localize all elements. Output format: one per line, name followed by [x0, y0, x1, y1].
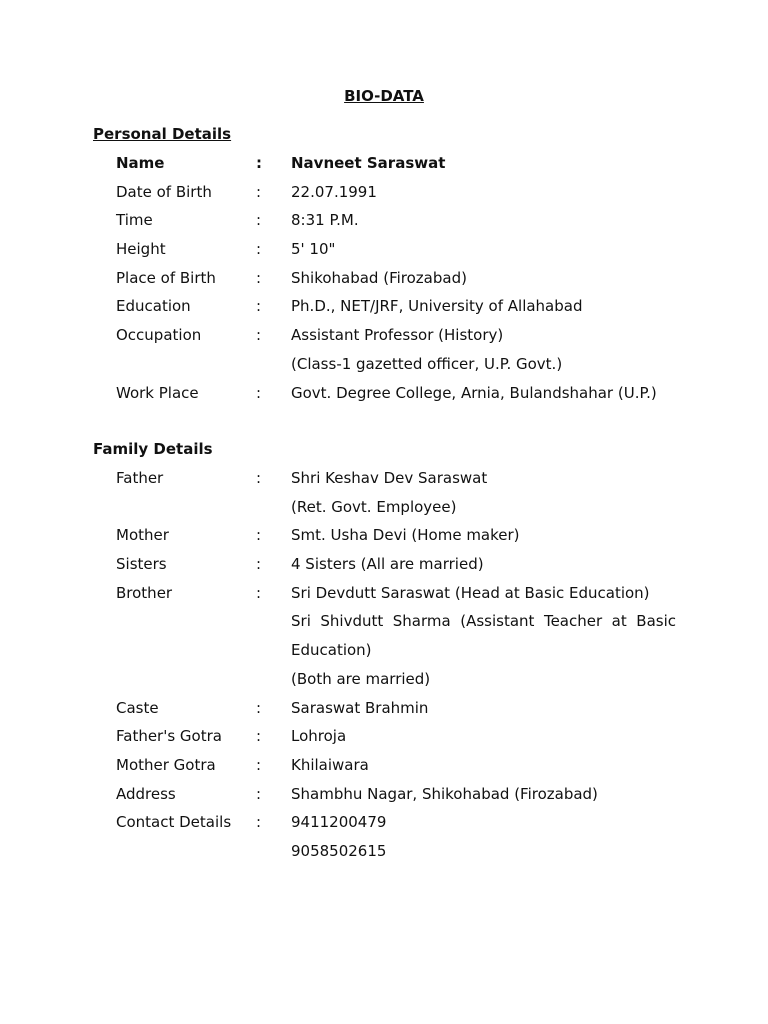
row-father [0, 469, 768, 498]
label-father-gotra: Father's Gotra [116, 727, 222, 746]
value-contact-phone-2: 9058502615 [291, 841, 387, 860]
row-contact-details [0, 813, 768, 842]
separator: : [256, 755, 262, 774]
separator: : [256, 784, 262, 803]
value-time: 8:31 P.M. [291, 211, 359, 230]
label-father: Father [116, 469, 164, 487]
value-father-detail: (Ret. Govt. Employee) [291, 497, 457, 516]
label-sisters: Sisters [116, 555, 167, 574]
row-work-place [0, 384, 768, 413]
value-contact-phone-1: 9411200479 [291, 813, 387, 832]
label-mother: Mother [116, 526, 169, 545]
value-brother-note: (Both are married) [291, 669, 431, 688]
label-caste: Caste [116, 698, 159, 717]
label-height: Height [116, 240, 166, 259]
separator: : [256, 211, 262, 230]
row-father-gotra [0, 727, 768, 756]
separator: : [256, 240, 262, 259]
family-details-heading: Family Details [93, 440, 213, 458]
document-title: BIO-DATA [344, 87, 424, 105]
value-mother: Smt. Usha Devi (Home maker) [291, 526, 520, 545]
value-brother-2: Sri Shivdutt Sharma (Assistant Teacher at Basic [291, 612, 676, 631]
row-sisters [0, 555, 768, 584]
row-occupation-continued [0, 355, 768, 384]
row-address [0, 785, 768, 814]
row-date-of-birth [0, 183, 768, 212]
separator: : [256, 698, 262, 717]
label-address: Address [116, 784, 176, 803]
label-occupation: Occupation [116, 326, 202, 345]
row-name [0, 154, 768, 183]
separator: : [256, 469, 262, 487]
value-education: Ph.D., NET/JRF, University of Allahabad [291, 297, 583, 316]
row-brother [0, 584, 768, 613]
separator: : [256, 583, 262, 602]
row-mother [0, 526, 768, 555]
personal-details-list [0, 154, 768, 412]
label-place-of-birth: Place of Birth [116, 268, 216, 287]
value-address: Shambhu Nagar, Shikohabad (Firozabad) [291, 784, 598, 803]
label-mother-gotra: Mother Gotra [116, 755, 216, 774]
row-father-continued [0, 498, 768, 527]
separator: : [256, 297, 262, 316]
value-date-of-birth: 22.07.1991 [291, 182, 377, 201]
row-brother-2 [0, 612, 768, 641]
separator: : [256, 813, 262, 832]
row-brother-note [0, 670, 768, 699]
value-height: 5' 10" [291, 240, 336, 259]
value-work-place: Govt. Degree College, Arnia, Bulandshahar (U.P.) [291, 383, 657, 402]
label-brother: Brother [116, 583, 173, 602]
separator: : [256, 526, 262, 545]
value-brother-1: Sri Devdutt Saraswat (Head at Basic Education) [291, 583, 650, 602]
row-time [0, 211, 768, 240]
personal-details-heading: Personal Details [93, 125, 232, 143]
row-mother-gotra [0, 756, 768, 785]
separator: : [256, 555, 262, 574]
label-name: Name [116, 154, 165, 172]
row-brother-2-continued [0, 641, 768, 670]
row-caste [0, 699, 768, 728]
label-time: Time [116, 211, 153, 230]
value-place-of-birth: Shikohabad (Firozabad) [291, 268, 467, 287]
value-father: Shri Keshav Dev Saraswat [291, 469, 488, 487]
row-place-of-birth [0, 269, 768, 298]
separator: : [256, 268, 262, 287]
row-education [0, 297, 768, 326]
family-details-list [0, 469, 768, 871]
separator: : [256, 326, 262, 345]
value-occupation: Assistant Professor (History) [291, 326, 504, 345]
row-height [0, 240, 768, 269]
value-name: Navneet Saraswat [291, 154, 446, 172]
separator: : [256, 383, 262, 402]
value-occupation-detail: (Class-1 gazetted officer, U.P. Govt.) [291, 354, 563, 373]
value-sisters: 4 Sisters (All are married) [291, 555, 484, 574]
label-work-place: Work Place [116, 383, 199, 402]
value-father-gotra: Lohroja [291, 727, 347, 746]
label-date-of-birth: Date of Birth [116, 182, 212, 201]
value-mother-gotra: Khilaiwara [291, 755, 369, 774]
label-education: Education [116, 297, 191, 316]
separator: : [256, 727, 262, 746]
separator: : [256, 154, 262, 172]
value-caste: Saraswat Brahmin [291, 698, 429, 717]
row-occupation [0, 326, 768, 355]
value-brother-2-continued: Education) [291, 641, 372, 660]
separator: : [256, 182, 262, 201]
label-contact-details: Contact Details [116, 813, 232, 832]
row-contact-continued [0, 842, 768, 871]
